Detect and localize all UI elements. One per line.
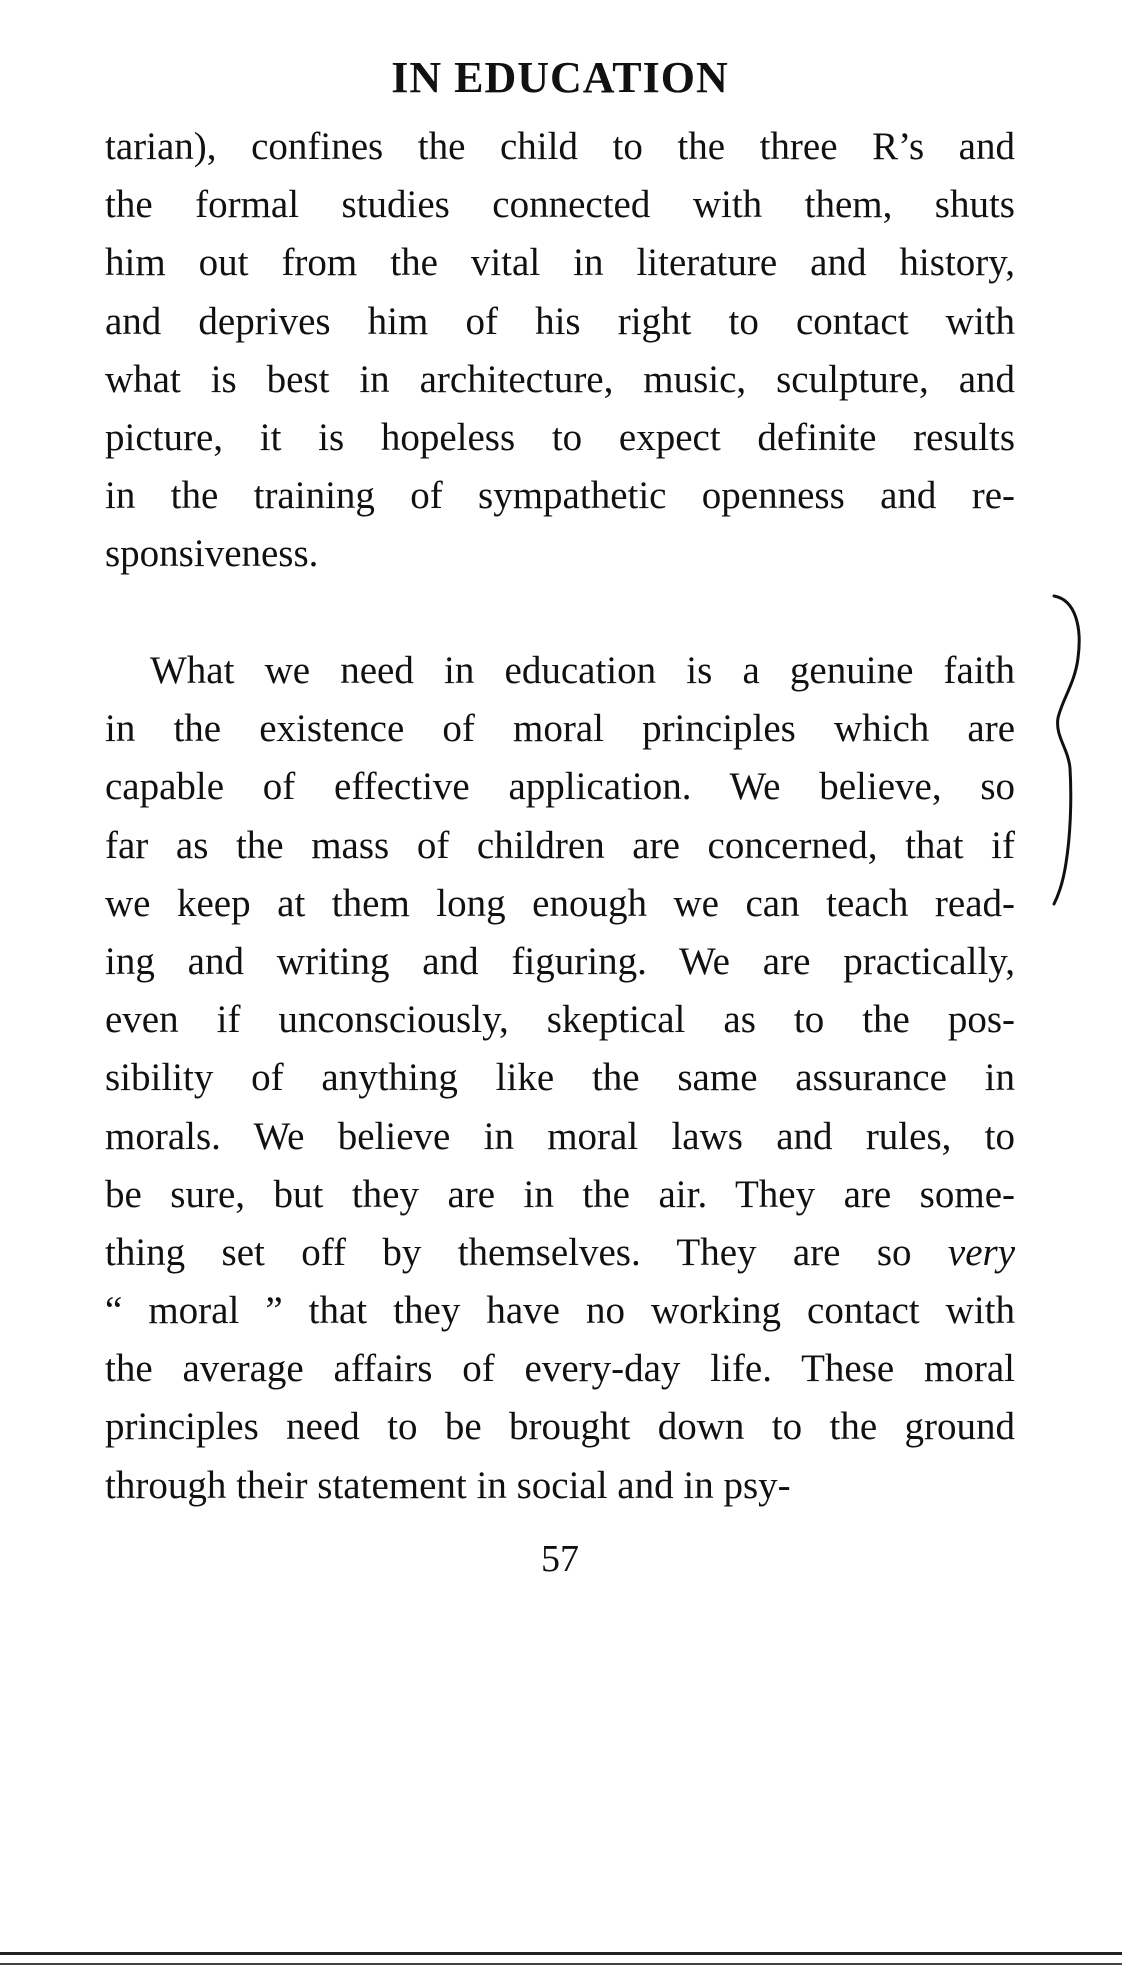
text-line: principles need to be brought down to the ground: [105, 1405, 1015, 1449]
running-head: IN EDUCATION: [391, 53, 729, 102]
bottom-page-edge-secondary: [0, 1963, 1122, 1965]
text-line: even if unconsciously, skeptical as to the pos-: [105, 998, 1015, 1042]
text-line-with-emphasis: [105, 1224, 1015, 1282]
text-line: “ moral ” that they have no working contact with: [105, 1289, 1015, 1333]
text-line: picture, it is hopeless to expect definite results: [105, 415, 1015, 459]
handwritten-bracket-mark: [1048, 588, 1108, 908]
page-number: 57: [541, 1538, 579, 1580]
text-line: in the training of sympathetic openness and re-: [105, 474, 1015, 518]
text-line: through their statement in social and in psy-: [105, 1463, 791, 1507]
emphasized-word: very: [947, 1230, 1015, 1274]
text-line: far as the mass of children are concerned, that if: [105, 823, 1015, 867]
text-line-segment: thing set off by themselves. They are so: [105, 1230, 912, 1274]
text-line: capable of effective application. We believe, so: [105, 765, 1015, 809]
text-line: tarian), confines the child to the three R’s and: [105, 125, 1015, 168]
text-line: sponsiveness.: [105, 532, 319, 576]
text-line: we keep at them long enough we can teach read-: [105, 881, 1015, 925]
paragraph-2: [105, 642, 1015, 1515]
text-line: morals. We believe in moral laws and rules, to: [105, 1114, 1015, 1158]
bottom-page-edge: [0, 1952, 1122, 1955]
text-line: ing and writing and figuring. We are practically,: [105, 939, 1015, 983]
text-line: the formal studies connected with them, shuts: [105, 183, 1015, 227]
text-line: be sure, but they are in the air. They are some-: [105, 1172, 1015, 1216]
text-line: what is best in architecture, music, sculpture, and: [105, 357, 1015, 401]
text-line: What we need in education is a genuine faith: [150, 649, 1015, 692]
text-line: him out from the vital in literature and history,: [105, 241, 1015, 285]
text-line: and deprives him of his right to contact with: [105, 299, 1015, 343]
paragraph-1: [105, 118, 1015, 584]
text-line: sibility of anything like the same assurance in: [105, 1056, 1015, 1100]
text-line: the average affairs of every-day life. These moral: [105, 1347, 1015, 1391]
text-line: in the existence of moral principles which are: [105, 707, 1015, 751]
